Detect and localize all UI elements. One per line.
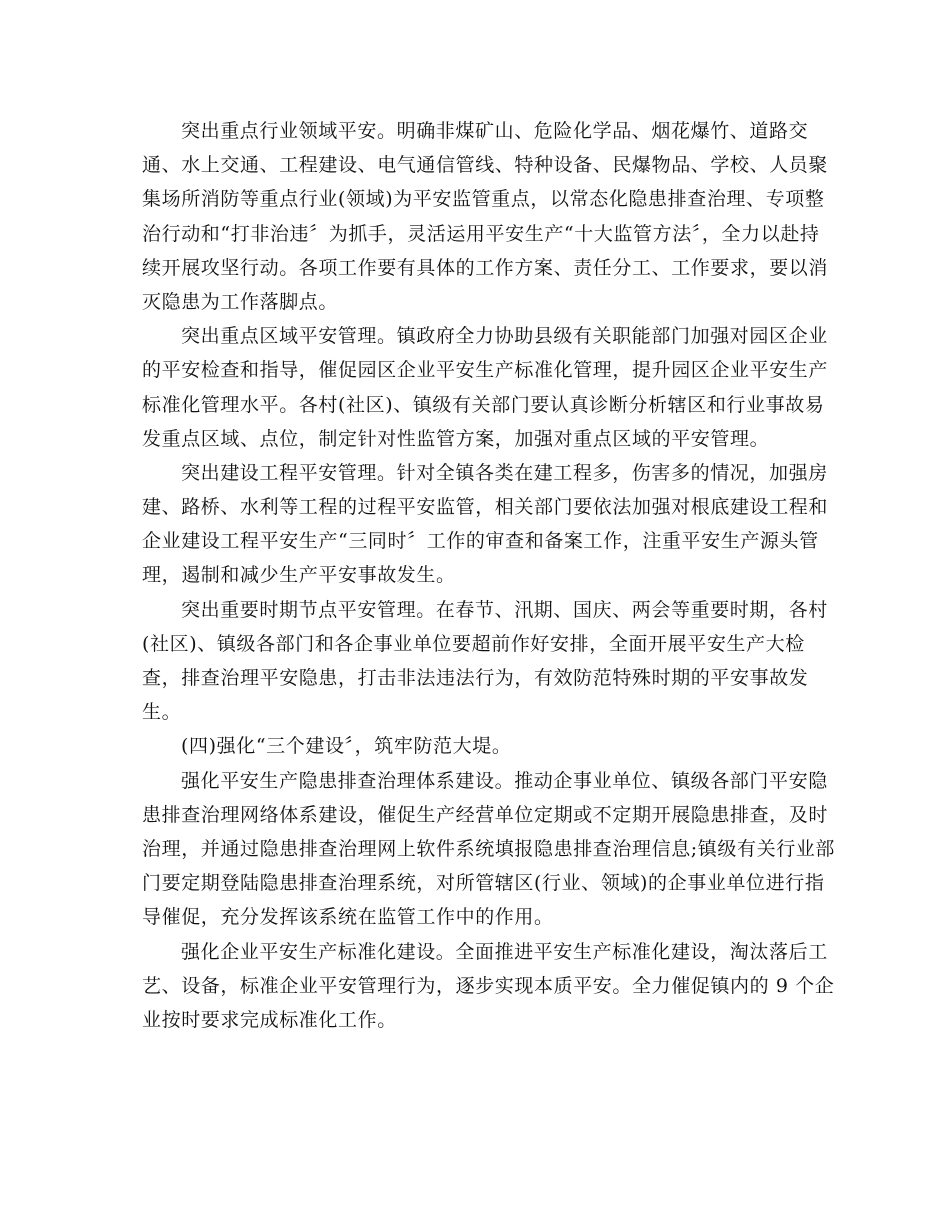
paragraph-first-line: 强化平安生产隐患排查治理体系建设。推动企事业单位、镇级各部门平安隐 xyxy=(181,769,828,792)
paragraph-line: 续开展攻坚行动。各项工作要有具体的工作方案、责任分工、工作要求，要以消 xyxy=(142,256,829,279)
paragraph-line: 理，遏制和减少生产平安事故发生。 xyxy=(142,564,456,587)
paragraph-line: 艺、设备，标准企业平安管理行为，逐步实现本质平安。全力催促镇内的 9 个企 xyxy=(142,974,835,997)
paragraph-line: 患排查治理网络体系建设，催促生产经营单位定期或不定期开展隐患排查，及时 xyxy=(142,803,829,826)
paragraph-line: 集场所消防等重点行业(领域)为平安监管重点，以常态化隐患排查治理、专项整 xyxy=(142,188,825,211)
paragraph-line: 业按时要求完成标准化工作。 xyxy=(142,1008,397,1031)
paragraph-line: 通、水上交通、工程建设、电气通信管线、特种设备、民爆物品、学校、人员聚 xyxy=(142,154,829,177)
paragraph-first-line: 突出重要时期节点平安管理。在春节、汛期、国庆、两会等重要时期，各村 xyxy=(181,598,828,621)
document-body xyxy=(142,114,836,1037)
paragraph-line: 生。 xyxy=(142,701,182,724)
paragraph-line: 发重点区域、点位，制定针对性监管方案，加强对重点区域的平安管理。 xyxy=(142,427,770,450)
paragraph-first-line: 强化企业平安生产标准化建设。全面推进平安生产标准化建设，淘汰落后工 xyxy=(181,940,828,963)
paragraph-line: 建、路桥、水利等工程的过程平安监管，相关部门要依法加强对根底建设工程和 xyxy=(142,496,829,519)
paragraph-first-line: 突出重点区域平安管理。镇政府全力协助县级有关职能部门加强对园区企业 xyxy=(181,325,828,348)
paragraph-line: 治行动和“打非治违〞为抓手，灵活运用平安生产“十大监管方法〞，全力以赴持 xyxy=(142,222,820,245)
paragraph-line: 治理，并通过隐患排查治理网上软件系统填报隐患排查治理信息;镇级有关行业部 xyxy=(142,837,836,860)
paragraph-first-line: 突出重点行业领域平安。明确非煤矿山、危险化学品、烟花爆竹、道路交 xyxy=(181,120,809,142)
paragraph-first-line: 突出建设工程平安管理。针对全镇各类在建工程多，伤害多的情况，加强房 xyxy=(181,461,828,484)
paragraph-line: 导催促，充分发挥该系统在监管工作中的作用。 xyxy=(142,906,554,929)
paragraph-line: 企业建设工程平安生产“三同时〞工作的审查和备案工作，注重平安生产源头管 xyxy=(142,530,819,553)
paragraph-line: 查，排查治理平安隐患，打击非法违法行为，有效防范特殊时期的平安事故发 xyxy=(142,667,809,689)
paragraph-line: (社区)、镇级各部门和各企事业单位要超前作好安排，全面开展平安生产大检 xyxy=(142,632,805,655)
paragraph-line: 标准化管理水平。各村(社区)、镇级有关部门要认真诊断分析辖区和行业事故易 xyxy=(142,393,825,416)
paragraph-line: 门要定期登陆隐患排查治理系统，对所管辖区(行业、领域)的企事业单位进行指 xyxy=(142,872,825,895)
paragraph-line: 的平安检查和指导，催促园区企业平安生产标准化管理，提升园区企业平安生产 xyxy=(142,359,829,382)
paragraph-first-line: (四)强化“三个建设〞，筑牢防范大堤。 xyxy=(181,735,512,758)
paragraph-line: 灭隐患为工作落脚点。 xyxy=(142,290,339,313)
